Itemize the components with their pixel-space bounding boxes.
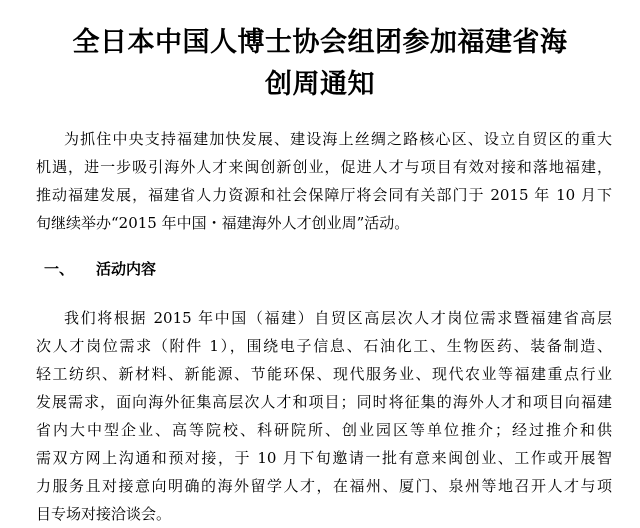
content-line-7: 力服务且对接意向明确的海外留学人才，在福州、厦门、泉州等地召开人才与项 [36,477,612,495]
intro-line-2: 机遇，进一步吸引海外人才来闽创新创业，促进人才与项目有效对接和落地福建， [36,158,612,176]
document-title-line-2: 创周通知 [265,69,375,100]
section-heading-activity-content [44,257,156,281]
document-title-line-1: 全日本中国人博士协会组团参加福建省海 [72,27,568,58]
content-line-2: 次人才岗位需求（附件 1），围绕电子信息、石油化工、生物医药、装备制造、 [36,337,612,355]
intro-paragraph [36,125,612,237]
content-line-4: 发展需求，面向海外征集高层次人才和项目；同时将征集的海外人才和项目向福建 [36,393,612,411]
content-line-8: 目专场对接洽谈会。 [36,505,172,523]
intro-line-4: 旬继续举办“2015 年中国・福建海外人才创业周”活动。 [36,214,410,232]
content-line-6: 需双方网上沟通和预对接，于 10 月下旬邀请一批有意来闽创业、工作或开展智 [36,449,612,467]
content-line-5: 省内大中型企业、高等院校、科研院所、创业园区等单位推介；经过推介和供 [36,421,612,439]
intro-line-1: 为抓住中央支持福建加快发展、建设海上丝绸之路核心区、设立自贸区的重大 [64,130,612,148]
intro-line-3: 推动福建发展，福建省人力资源和社会保障厅将会同有关部门于 2015 年 10 月下 [36,186,612,204]
section-title: 活动内容 [96,260,157,278]
content-line-3: 轻工纺织、新材料、新能源、节能环保、现代服务业、现代农业等福建重点行业 [36,365,612,383]
content-paragraph [36,304,612,528]
section-number: 一、 [44,260,75,278]
content-line-1: 我们将根据 2015 年中国（福建）自贸区高层次人才岗位需求暨福建省高层 [64,309,612,327]
